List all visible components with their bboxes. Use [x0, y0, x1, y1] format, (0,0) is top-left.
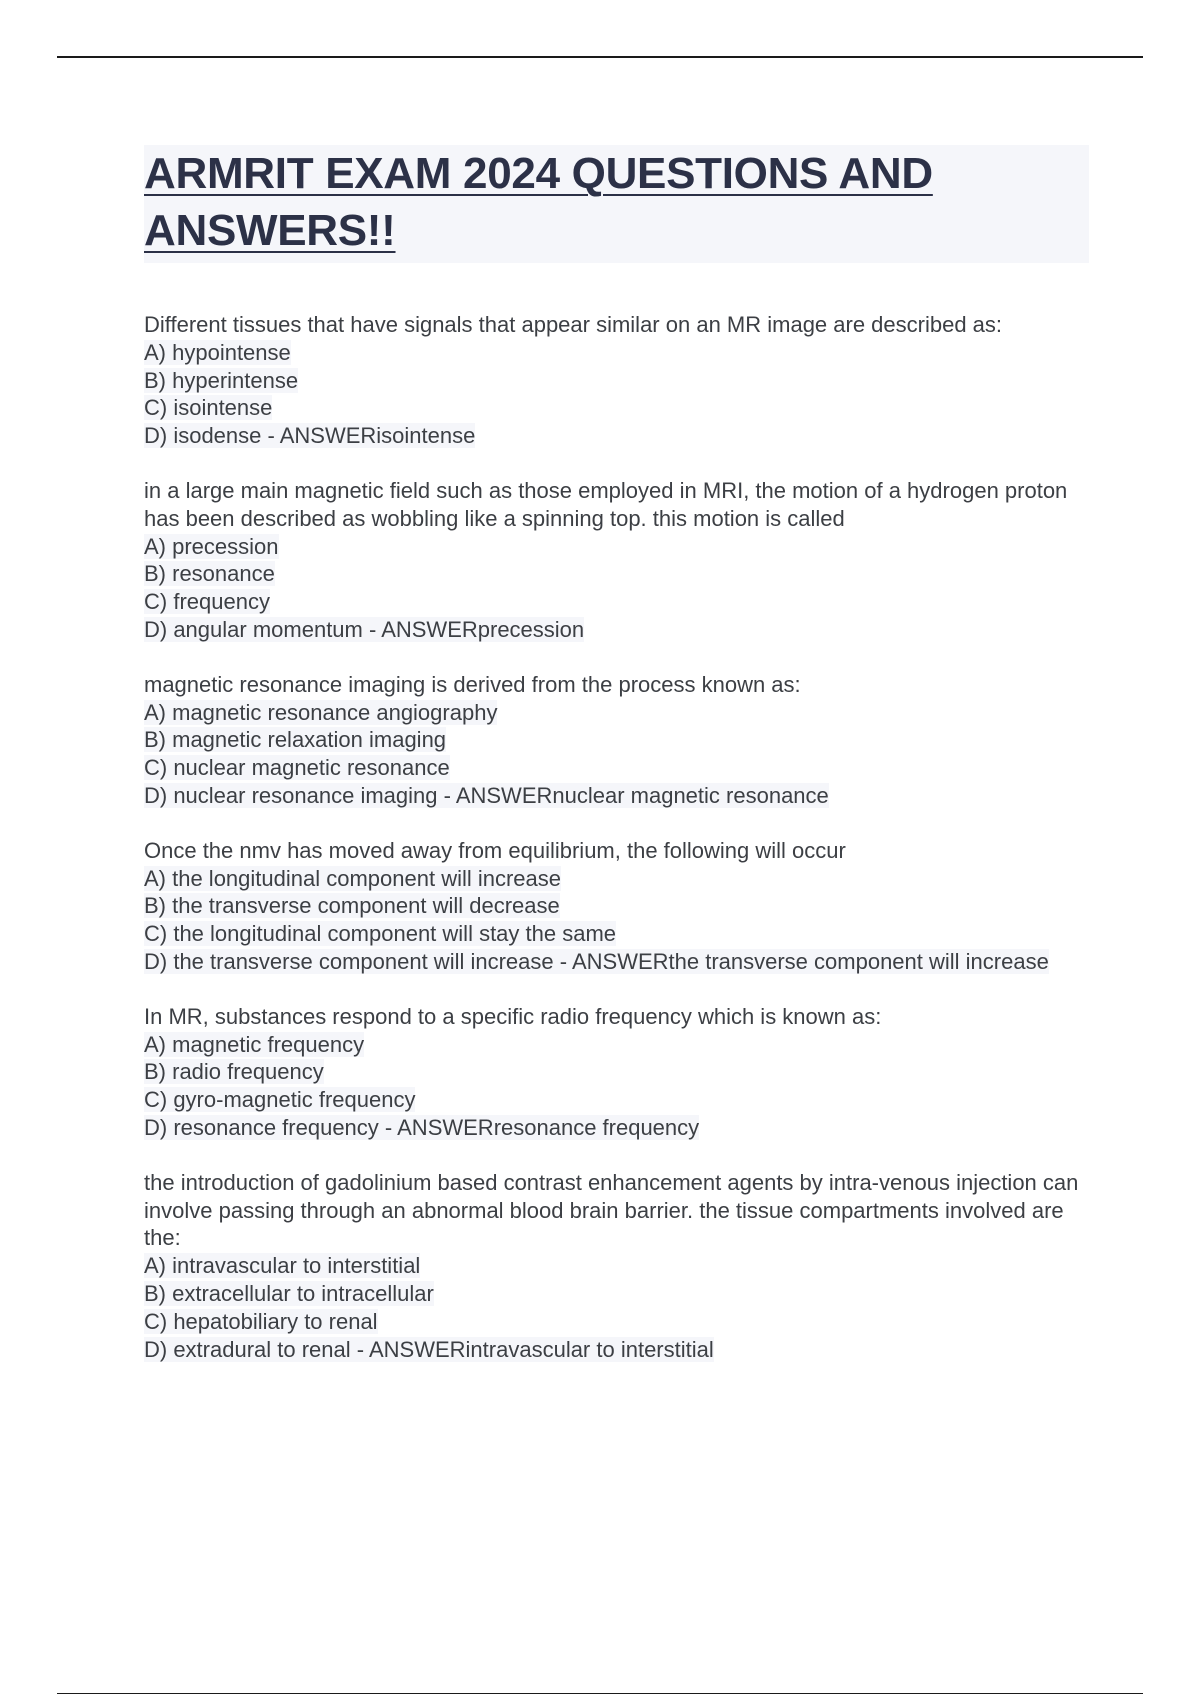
answer-option: A) hypointense: [144, 339, 291, 365]
question-text: the introduction of gadolinium based contrast enhancement agents by intra-venous injection can involve passing through an abnormal blood brain barrier. the tissue compartments involved are the:: [144, 1169, 1079, 1251]
answer-option: C) frequency: [144, 589, 270, 615]
title-block: [144, 145, 1089, 263]
answer-option: A) magnetic resonance angiography: [144, 699, 498, 725]
bottom-rule: [57, 1693, 1143, 1694]
answer-option: C) hepatobiliary to renal: [144, 1308, 378, 1334]
answer-option-with-answer: D) resonance frequency - ANSWERresonance frequency: [144, 1114, 700, 1140]
top-rule: [57, 56, 1143, 58]
answer-option-with-answer: D) isodense - ANSWERisointense: [144, 423, 476, 449]
answer-option: A) the longitudinal component will increase: [144, 865, 562, 891]
answer-option-with-answer: D) extradural to renal - ANSWERintravascular to interstitial: [144, 1336, 714, 1362]
title-line-1: ARMRIT EXAM 2024 QUESTIONS AND: [144, 149, 933, 198]
answer-option: B) hyperintense: [144, 367, 299, 393]
question-list: [144, 311, 1094, 1390]
answer-option: C) isointense: [144, 395, 273, 421]
answer-option: B) resonance: [144, 561, 275, 587]
question-text: Once the nmv has moved away from equilibrium, the following will occur: [144, 837, 846, 863]
question-text: In MR, substances respond to a specific radio frequency which is known as:: [144, 1003, 882, 1029]
question-text: in a large main magnetic field such as those employed in MRI, the motion of a hydrogen proton has been described as wobbling like a spinning top. this motion is called: [144, 477, 1068, 531]
question-item: [144, 837, 1094, 976]
answer-option: C) gyro-magnetic frequency: [144, 1087, 416, 1113]
answer-option-with-answer: D) the transverse component will increase - ANSWERthe transverse component will increase: [144, 948, 1049, 974]
document-title: [144, 145, 1089, 259]
answer-option: B) the transverse component will decrease: [144, 893, 560, 919]
question-item: [144, 477, 1094, 644]
answer-option: A) intravascular to interstitial: [144, 1253, 421, 1279]
question-item: [144, 1003, 1094, 1142]
question-item: [144, 1169, 1094, 1364]
answer-option: B) magnetic relaxation imaging: [144, 727, 447, 753]
question-item: [144, 311, 1094, 450]
answer-option: A) precession: [144, 533, 279, 559]
answer-option: C) the longitudinal component will stay the same: [144, 921, 617, 947]
question-text: magnetic resonance imaging is derived from the process known as:: [144, 671, 801, 697]
answer-option: B) extracellular to intracellular: [144, 1280, 434, 1306]
answer-option: B) radio frequency: [144, 1059, 324, 1085]
title-line-2: ANSWERS!!: [144, 206, 396, 255]
answer-option-with-answer: D) angular momentum - ANSWERprecession: [144, 616, 585, 642]
answer-option-with-answer: D) nuclear resonance imaging - ANSWERnuclear magnetic resonance: [144, 782, 829, 808]
question-item: [144, 671, 1094, 810]
question-text: Different tissues that have signals that appear similar on an MR image are described as:: [144, 312, 1003, 337]
answer-option: A) magnetic frequency: [144, 1031, 365, 1057]
answer-option: C) nuclear magnetic resonance: [144, 755, 450, 781]
